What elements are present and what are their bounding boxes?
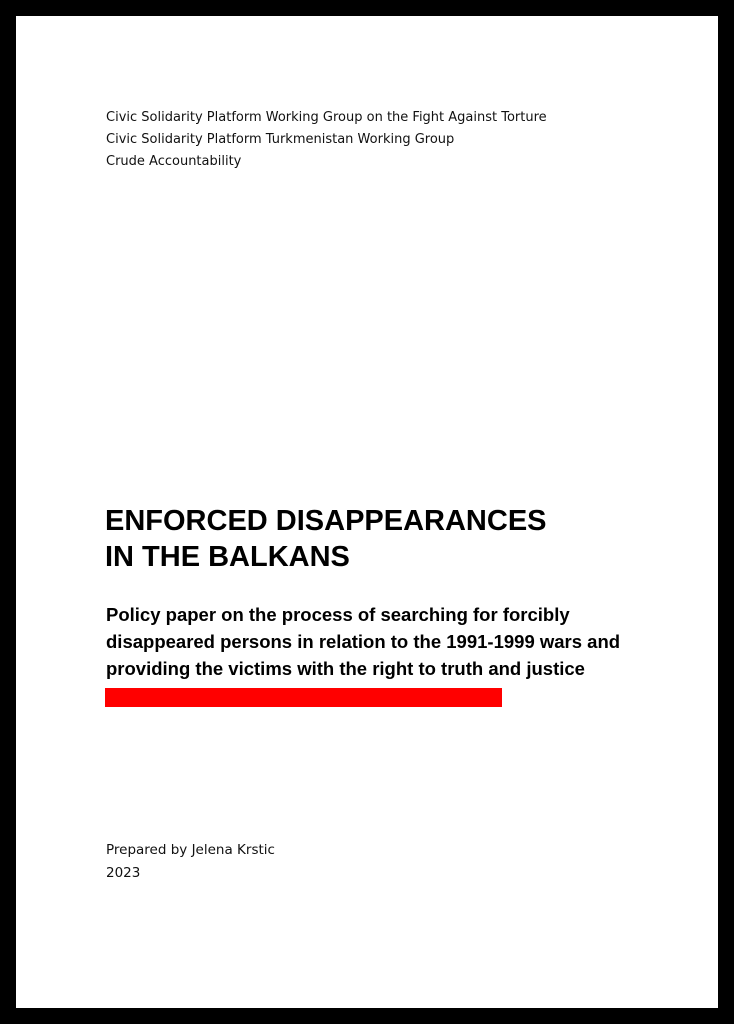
organization-line: Civic Solidarity Platform Working Group on the Fight Against Torture	[106, 110, 547, 125]
author-block	[106, 839, 275, 885]
red-accent-bar	[105, 688, 502, 707]
organization-line: Crude Accountability	[106, 154, 242, 169]
title-line-1: ENFORCED DISAPPEARANCES	[105, 505, 547, 537]
publication-year: 2023	[106, 865, 141, 881]
prepared-by-text: Prepared by Jelena Krstic	[106, 842, 275, 858]
document-subtitle	[106, 601, 620, 682]
subtitle-line-2: disappeared persons in relation to the 1991-1999 wars and	[106, 631, 621, 652]
document-page	[16, 16, 718, 1008]
organization-line: Civic Solidarity Platform Turkmenistan Working Group	[106, 132, 455, 147]
title-line-2: IN THE BALKANS	[105, 541, 350, 573]
subtitle-line-3: providing the victims with the right to truth and justice	[106, 658, 585, 679]
organization-list	[106, 107, 547, 173]
document-title	[105, 503, 547, 575]
subtitle-line-1: Policy paper on the process of searching for forcibly	[106, 604, 570, 625]
